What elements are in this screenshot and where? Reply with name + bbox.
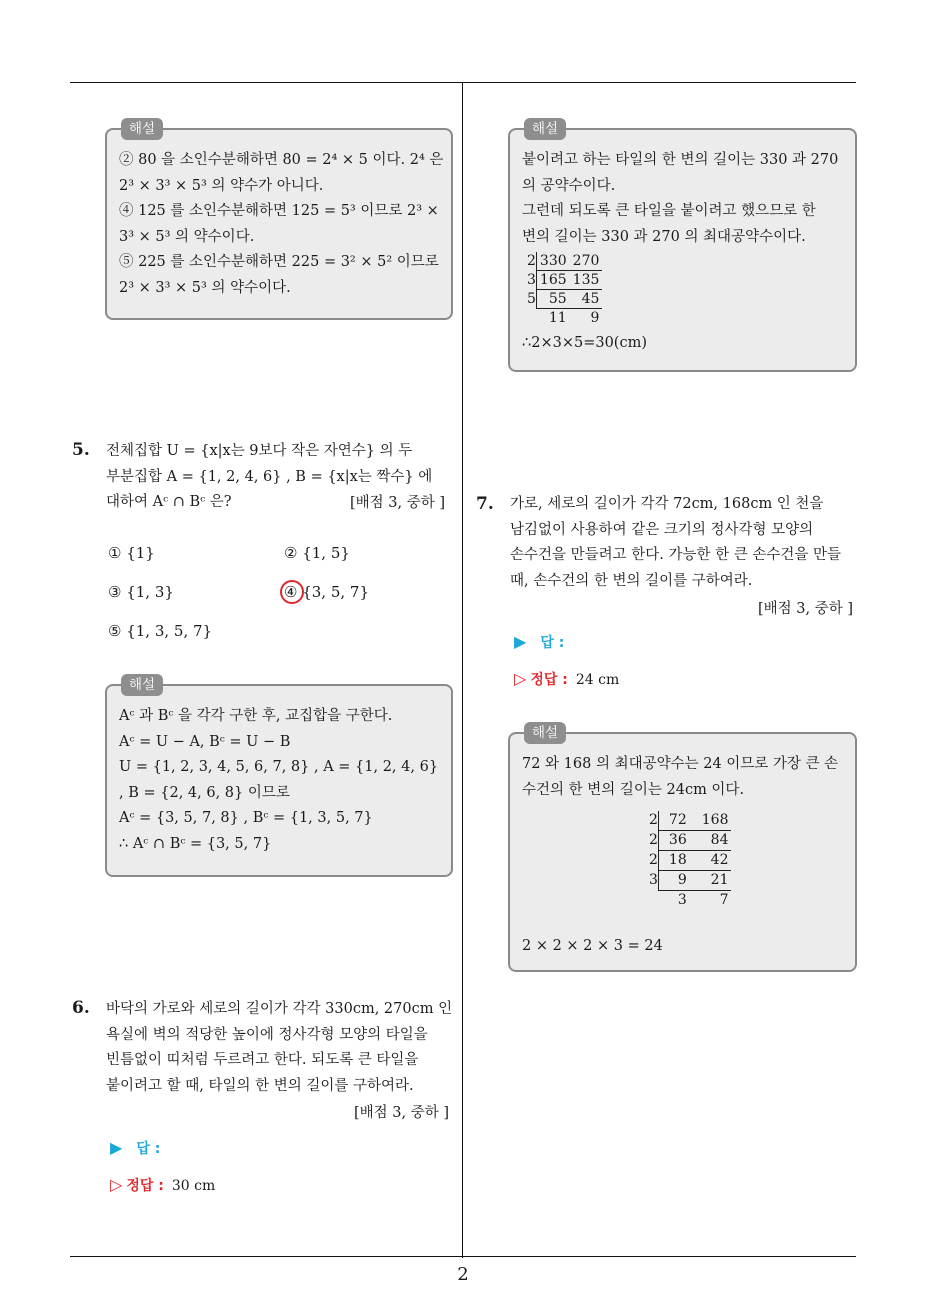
- choice-5[interactable]: ⑤ {1, 3, 5, 7}: [108, 622, 213, 640]
- question-line: 바닥의 가로와 세로의 길이가 각각 330cm, 270cm 인: [106, 1001, 453, 1017]
- divisor: [646, 891, 658, 911]
- division-cell: 21: [690, 871, 732, 891]
- divisor: 5: [527, 291, 536, 307]
- choice-4[interactable]: ④ {3, 5, 7}: [284, 583, 370, 601]
- solution-line: Aᶜ = U − A, Bᶜ = U − B: [119, 733, 291, 750]
- solution-line: ② 80 을 소인수분해하면 80 = 2⁴ × 5 이다. 2⁴ 은: [119, 152, 444, 168]
- choice-2[interactable]: ② {1, 5}: [284, 544, 350, 562]
- question-text-6: [106, 997, 452, 1099]
- question-line: 빈틈없이 띠처럼 두르려고 한다. 되도록 큰 타일을: [106, 1052, 419, 1068]
- correct-value: 24 cm: [575, 672, 620, 688]
- top-rule: [70, 82, 856, 83]
- solution-line: ∴ Aᶜ ∩ Bᶜ = {3, 5, 7}: [119, 835, 272, 852]
- question-number-6: 6.: [72, 998, 90, 1018]
- solution-box-q4: [105, 121, 453, 320]
- division-cell: 36: [658, 831, 689, 851]
- solution-line: 2³ × 3³ × 5³ 의 약수이다.: [119, 279, 291, 296]
- correct-arrow-icon: ▷: [110, 1175, 123, 1194]
- question-line: 때, 손수건의 한 변의 길이를 구하여라.: [510, 572, 753, 589]
- division-cell: 18: [658, 851, 689, 871]
- correct-answer-row-7: [514, 669, 619, 689]
- question-text-7: [510, 492, 856, 594]
- division-cell: 9: [658, 871, 689, 891]
- solution-line: 그런데 되도록 큰 타일을 붙이려고 했으므로 한: [522, 203, 816, 219]
- choice-1[interactable]: ① {1}: [108, 544, 155, 562]
- correct-answer-row-6: [110, 1175, 215, 1195]
- divisor: 2: [649, 852, 658, 868]
- question-line: 붙이려고 할 때, 타일의 한 변의 길이를 구하여라.: [106, 1077, 414, 1094]
- division-cell: 11: [548, 310, 567, 326]
- solution-box-q6: [508, 121, 857, 372]
- answer-label: 답 :: [136, 1141, 161, 1157]
- solution-line: ⑤ 225 를 소인수분해하면 225 = 3² × 5² 이므로: [119, 254, 439, 270]
- page-number: 2: [457, 1264, 469, 1285]
- solution-line: U = {1, 2, 3, 4, 5, 6, 7, 8} , A = {1, 2, 4, 6}: [119, 759, 439, 775]
- division-cell: 165: [536, 271, 569, 290]
- answer-row-6[interactable]: [110, 1138, 160, 1158]
- divisor: 2: [527, 253, 536, 270]
- solution-line: Aᶜ 과 Bᶜ 을 각각 구한 후, 교집합을 구한다.: [119, 708, 393, 724]
- correct-label: 정답 :: [126, 1178, 164, 1194]
- question-line: 욕실에 벽의 적당한 높이에 정사각형 모양의 타일을: [106, 1026, 428, 1043]
- answer-arrow-icon: ▶: [514, 632, 527, 651]
- divisor: [524, 309, 536, 328]
- divisor: 2: [649, 832, 658, 848]
- solution-tag: 해설: [121, 118, 163, 140]
- question-line: 손수건을 만들려고 한다. 가능한 한 큰 손수건을 만들: [510, 547, 842, 563]
- division-cell: 7: [719, 892, 729, 908]
- correct-label: 정답 :: [530, 672, 568, 688]
- division-cell: 42: [690, 851, 732, 871]
- divisor: 3: [527, 272, 536, 288]
- division-cell: 72: [658, 811, 689, 831]
- question-line: 전체집합 U = {x|x는 9보다 작은 자연수} 의 두: [106, 443, 413, 459]
- division-cell: 168: [690, 811, 732, 831]
- question-line: 남김없이 사용하여 같은 크기의 정사각형 모양의: [510, 521, 814, 538]
- solution-line: 변의 길이는 330 과 270 의 최대공약수이다.: [522, 228, 806, 245]
- solution-line: 수건의 한 변의 길이는 24cm 이다.: [522, 781, 745, 798]
- division-table-q7: [646, 811, 731, 910]
- divisor: 2: [649, 812, 658, 829]
- question-number-7: 7.: [476, 494, 494, 514]
- solution-line: ④ 125 를 소인수분해하면 125 = 5³ 이므로 2³ ×: [119, 203, 439, 219]
- solution-line: 3³ × 5³ 의 약수이다.: [119, 228, 255, 245]
- solution-tag: 해설: [524, 722, 566, 744]
- score-label: [배점 3, 중하 ]: [758, 601, 854, 617]
- division-table-q6: [524, 252, 602, 327]
- answer-arrow-icon: ▶: [110, 1138, 123, 1157]
- solution-line: 72 와 168 의 최대공약수는 24 이므로 가장 큰 손: [522, 756, 839, 772]
- answer-circle-mark: [280, 580, 304, 604]
- answer-row-7[interactable]: [514, 632, 564, 652]
- choice-3[interactable]: ③ {1, 3}: [108, 583, 174, 601]
- division-cell: 84: [690, 831, 732, 851]
- correct-value: 30 cm: [171, 1178, 216, 1194]
- solution-box-q5: [105, 677, 453, 877]
- answer-label: 답 :: [540, 635, 565, 651]
- division-cell: 55: [536, 290, 569, 309]
- score-label: [배점 3, 중하 ]: [350, 495, 446, 511]
- division-cell: 9: [590, 310, 600, 326]
- correct-arrow-icon: ▷: [514, 669, 527, 688]
- solution-result: ∴2×3×5=30(cm): [522, 335, 647, 351]
- question-line: 가로, 세로의 길이가 각각 72cm, 168cm 인 천을: [510, 496, 824, 512]
- solution-line: 2³ × 3³ × 5³ 의 약수가 아니다.: [119, 177, 324, 194]
- solution-box-q7: [508, 725, 857, 972]
- division-cell: 135: [570, 271, 603, 290]
- column-divider: [462, 82, 463, 1258]
- solution-line: Aᶜ = {3, 5, 7, 8} , Bᶜ = {1, 3, 5, 7}: [119, 810, 373, 826]
- solution-line: , B = {2, 4, 6, 8} 이므로: [119, 784, 290, 801]
- solution-tag: 해설: [121, 674, 163, 696]
- division-cell: 45: [570, 290, 603, 309]
- score-label: [배점 3, 중하 ]: [354, 1105, 450, 1121]
- solution-result: 2 × 2 × 2 × 3 = 24: [522, 938, 663, 954]
- division-cell: 3: [677, 892, 687, 908]
- bottom-rule: [70, 1256, 856, 1257]
- divisor: 3: [649, 872, 658, 888]
- question-line: 대하여 Aᶜ ∩ Bᶜ 은?: [106, 494, 232, 510]
- division-cell: 330: [536, 252, 569, 271]
- solution-line: 의 공약수이다.: [522, 177, 616, 194]
- question-number-5: 5.: [72, 440, 90, 460]
- solution-line: 붙이려고 하는 타일의 한 변의 길이는 330 과 270: [522, 152, 839, 168]
- solution-tag: 해설: [524, 118, 566, 140]
- question-line: 부분집합 A = {1, 2, 4, 6} , B = {x|x는 짝수} 에: [106, 468, 433, 485]
- division-cell: 270: [570, 252, 603, 271]
